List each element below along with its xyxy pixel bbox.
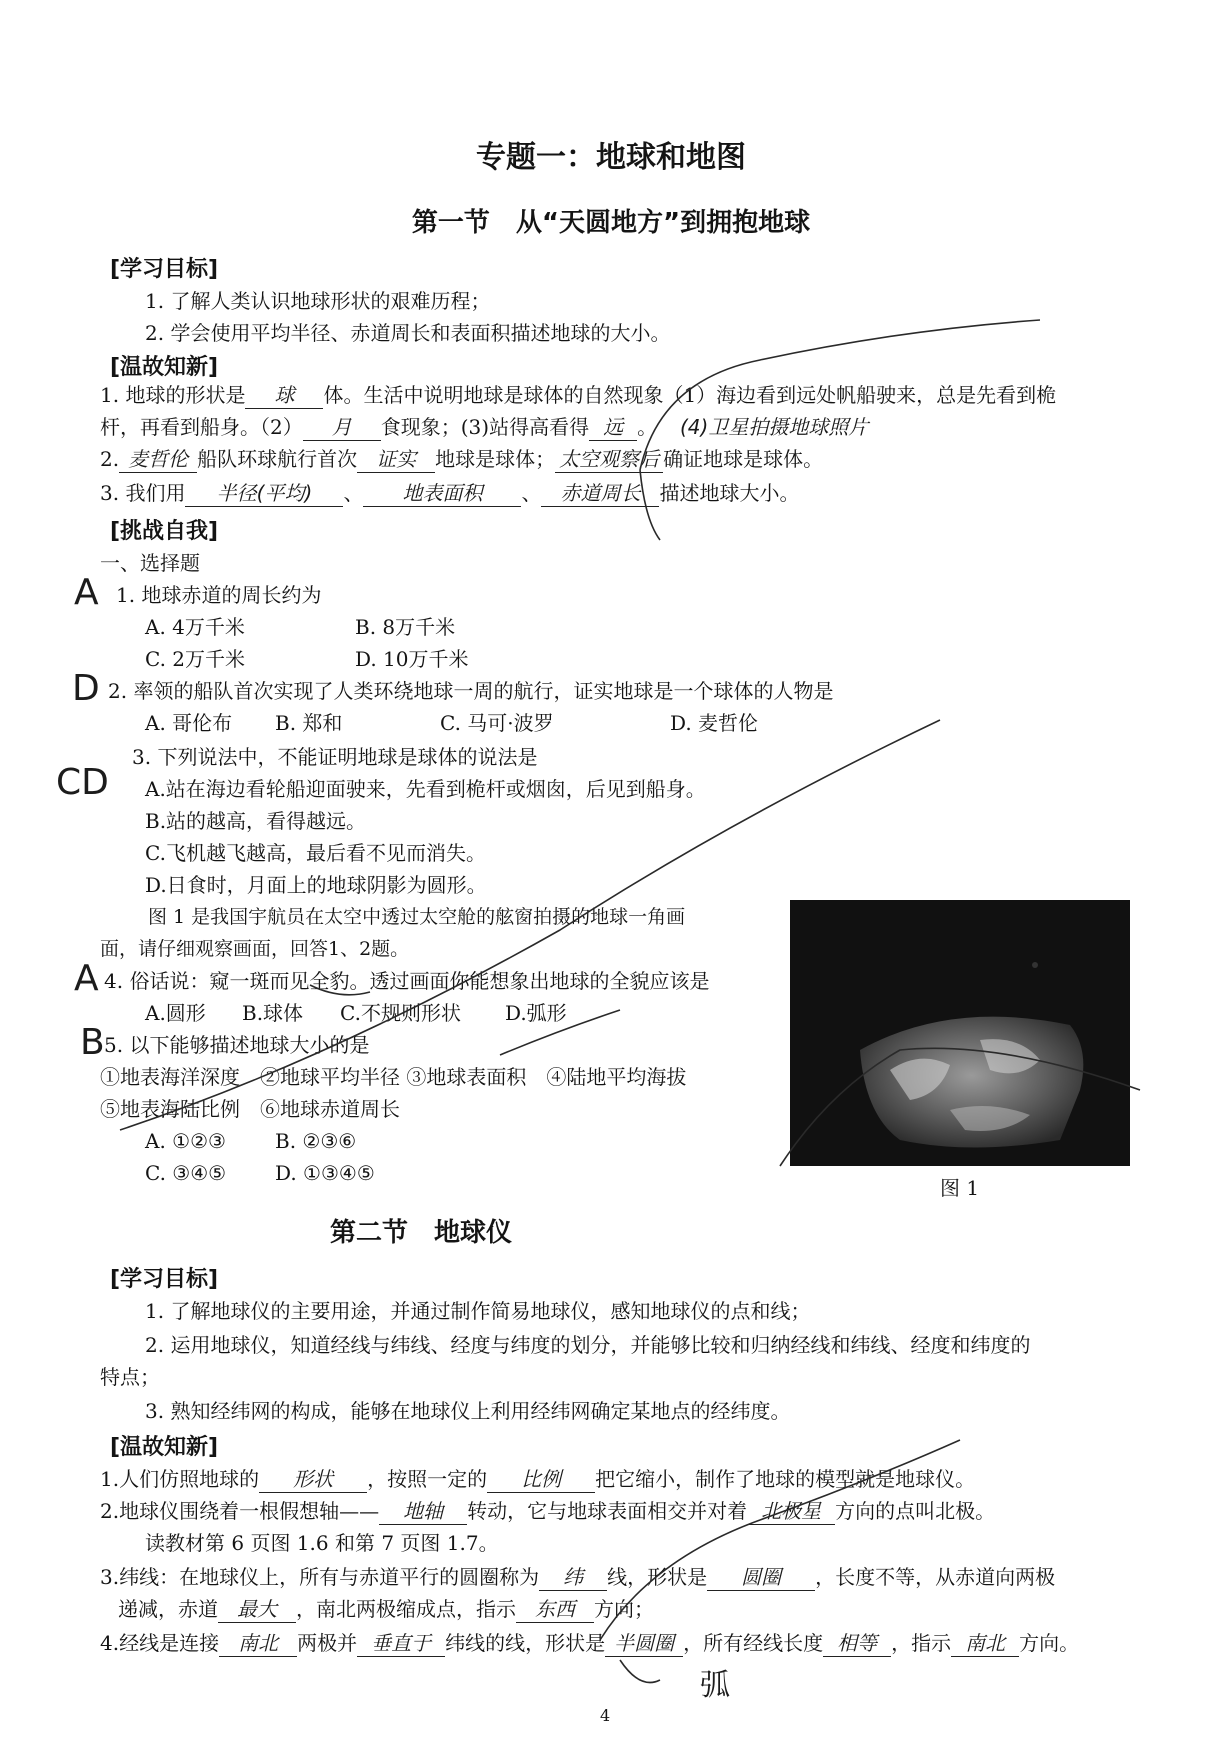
challenge-heading: [挑战自我] xyxy=(110,519,219,544)
answer-blank[interactable]: 纬 xyxy=(539,1564,607,1591)
section1-goal-2: 2. 学会使用平均半径、赤道周长和表面积描述地球的大小。 xyxy=(145,321,671,345)
review-q3: 3. 我们用 半径(平均) 、 地表面积 、 赤道周长 描述地球大小。 xyxy=(100,481,800,505)
answer-blank[interactable]: 麦哲伦 xyxy=(119,446,197,473)
answer-blank[interactable]: 球 xyxy=(245,382,323,409)
handwritten-answer: A xyxy=(74,572,99,613)
q4-option-a[interactable]: A.圆形 xyxy=(145,1001,206,1025)
section2-title: 第二节 地球仪 xyxy=(330,1218,513,1248)
answer-blank[interactable]: 太空观察后 xyxy=(555,446,663,473)
s2-review-3-cont: 递减，赤道 最大 ，南北两极缩成点，指示 东西 方向； xyxy=(118,1597,654,1621)
review-q1-line1: 1. 地球的形状是 球 体。生活中说明地球是球体的自然现象（1）海边看到远处帆船驶来，总是先看到桅 xyxy=(100,383,1057,407)
answer-blank[interactable]: 最大 xyxy=(218,1596,296,1623)
q5-items-2: ⑤地表海陆比例 ⑥地球赤道周长 xyxy=(100,1097,400,1121)
handwritten-answer: CD xyxy=(56,762,109,803)
answer-blank[interactable]: 南北 xyxy=(219,1630,297,1657)
section2-goal-2: 2. 运用地球仪，知道经线与纬线、经度与纬度的划分，并能够比较和归纳经线和纬线、经度和纬度的 xyxy=(145,1333,1031,1357)
section2-goal-1: 1. 了解地球仪的主要用途，并通过制作简易地球仪，感知地球仪的点和线； xyxy=(145,1299,811,1323)
answer-blank[interactable]: 东西 xyxy=(516,1596,594,1623)
page-title: 专题一：地球和地图 xyxy=(476,140,746,175)
q5-option-c[interactable]: C. ③④⑤ xyxy=(145,1161,227,1185)
q5-option-a[interactable]: A. ①②③ xyxy=(145,1129,226,1153)
q4-option-b[interactable]: B.球体 xyxy=(242,1001,304,1025)
figure-intro-line2: 面，请仔细观察画面，回答1、2题。 xyxy=(100,938,410,960)
answer-blank[interactable]: 月 xyxy=(303,414,381,441)
mc-q3-stem: 3. 下列说法中，不能证明地球是球体的说法是 xyxy=(132,745,538,769)
section2-goals-heading: [学习目标] xyxy=(110,1267,219,1292)
section2-goal-3: 3. 熟知经纬网的构成，能够在地球仪上利用经纬网确定某地点的经纬度。 xyxy=(145,1399,791,1423)
page-number: 4 xyxy=(600,1706,611,1725)
section2-review-heading: [温故知新] xyxy=(110,1435,219,1460)
section1-goal-1: 1. 了解人类认识地球形状的艰难历程； xyxy=(145,289,491,313)
q4-option-d[interactable]: D.弧形 xyxy=(505,1001,567,1025)
answer-blank[interactable]: 相等 xyxy=(823,1630,891,1657)
handwritten-answer: A xyxy=(74,958,99,999)
mc-q2-option-d[interactable]: D. 麦哲伦 xyxy=(670,711,759,735)
handwritten-answer: D xyxy=(72,668,100,709)
handwritten-note: (4)卫星拍摄地球照片 xyxy=(680,415,869,439)
mc-q1-option-b[interactable]: B. 8万千米 xyxy=(355,615,456,639)
mc-heading: 一、选择题 xyxy=(100,551,200,575)
q4-stem: 4. 俗话说：窥一斑而见全豹。透过画面你能想象出地球的全貌应该是 xyxy=(104,969,710,993)
answer-blank[interactable]: 半圆圈 xyxy=(605,1630,683,1657)
q5-items-1: ①地表海洋深度 ②地球平均半径 ③地球表面积 ④陆地平均海拔 xyxy=(100,1065,687,1089)
section2-goal-2-cont: 特点； xyxy=(100,1365,160,1389)
answer-blank[interactable]: 地表面积 xyxy=(363,480,521,507)
mc-q1-option-a[interactable]: A. 4万千米 xyxy=(145,615,245,639)
q4-option-c[interactable]: C.不规则形状 xyxy=(340,1001,461,1025)
answer-blank[interactable]: 南北 xyxy=(951,1630,1019,1657)
mc-q2-option-c[interactable]: C. 马可·波罗 xyxy=(440,711,554,735)
mc-q3-option-c[interactable]: C.飞机越飞越高，最后看不见而消失。 xyxy=(145,841,486,865)
s2-review-1: 1.人们仿照地球的 形状 ，按照一定的 比例 把它缩小，制作了地球的模型就是地球仪。 xyxy=(100,1467,976,1491)
s2-review-4: 4.经线是连接 南北 两极并 垂直于 纬线的线，形状是 半圆圈 ，所有经线长度 相等 ，指示 南北 方向。 xyxy=(100,1631,1080,1655)
q5-stem: 5. 以下能够描述地球大小的是 xyxy=(104,1033,370,1057)
review-q2: 2. 麦哲伦 船队环球航行首次 证实 地球是球体； 太空观察后 确证地球是球体。 xyxy=(100,447,824,471)
section1-review-heading: [温故知新] xyxy=(110,355,219,380)
answer-blank[interactable]: 远 xyxy=(589,414,637,441)
mc-q1-stem: 1. 地球赤道的周长约为 xyxy=(116,583,322,607)
answer-blank[interactable]: 半径(平均) xyxy=(185,480,343,507)
s2-review-2: 2.地球仪围绕着一根假想轴—— 地轴 转动，它与地球表面相交并对着 北极星 方向的点叫北极。 xyxy=(100,1499,996,1523)
s2-read-note: 读教材第 6 页图 1.6 和第 7 页图 1.7。 xyxy=(145,1531,499,1555)
mc-q1-option-d[interactable]: D. 10万千米 xyxy=(355,647,469,671)
answer-blank[interactable]: 证实 xyxy=(357,446,435,473)
answer-blank[interactable]: 北极星 xyxy=(747,1498,835,1525)
mc-q2-option-b[interactable]: B. 郑和 xyxy=(275,711,343,735)
answer-blank[interactable]: 赤道周长 xyxy=(541,480,659,507)
mc-q3-option-d[interactable]: D.日食时，月面上的地球阴影为圆形。 xyxy=(145,873,487,897)
figure-caption: 图 1 xyxy=(940,1176,980,1200)
handwritten-answer: B xyxy=(80,1022,105,1063)
mc-q3-option-b[interactable]: B.站的越高，看得越远。 xyxy=(145,809,367,833)
answer-blank[interactable]: 垂直于 xyxy=(357,1630,445,1657)
answer-blank[interactable]: 地轴 xyxy=(379,1498,467,1525)
answer-blank[interactable]: 比例 xyxy=(487,1466,595,1493)
review-q1-line2: 杆，再看到船身。（2） 月 食现象；(3)站得高看得 远 。 xyxy=(100,415,658,439)
handwritten-note: 弧 xyxy=(700,1668,730,1703)
answer-blank[interactable]: 形状 xyxy=(259,1466,367,1493)
mc-q2-stem: 2. 率领的船队首次实现了人类环绕地球一周的航行，证实地球是一个球体的人物是 xyxy=(108,679,834,703)
section1-title: 第一节 从“天圆地方”到拥抱地球 xyxy=(411,208,811,238)
q5-option-d[interactable]: D. ①③④⑤ xyxy=(275,1161,375,1185)
section1-goals-heading: [学习目标] xyxy=(110,257,219,282)
s2-review-3: 3.纬线：在地球仪上，所有与赤道平行的圆圈称为 纬 线，形状是 圆圈 ，长度不等，从赤道向两极 xyxy=(100,1565,1056,1589)
answer-blank[interactable]: 圆圈 xyxy=(707,1564,815,1591)
figure-intro-line1: 图 1 是我国宇航员在太空中透过太空舱的舷窗拍摄的地球一角画 xyxy=(148,906,686,928)
mc-q3-option-a[interactable]: A.站在海边看轮船迎面驶来，先看到桅杆或烟囱，后见到船身。 xyxy=(145,777,706,801)
mc-q2-option-a[interactable]: A. 哥伦布 xyxy=(145,711,233,735)
mc-q1-option-c[interactable]: C. 2万千米 xyxy=(145,647,246,671)
q5-option-b[interactable]: B. ②③⑥ xyxy=(275,1129,357,1153)
